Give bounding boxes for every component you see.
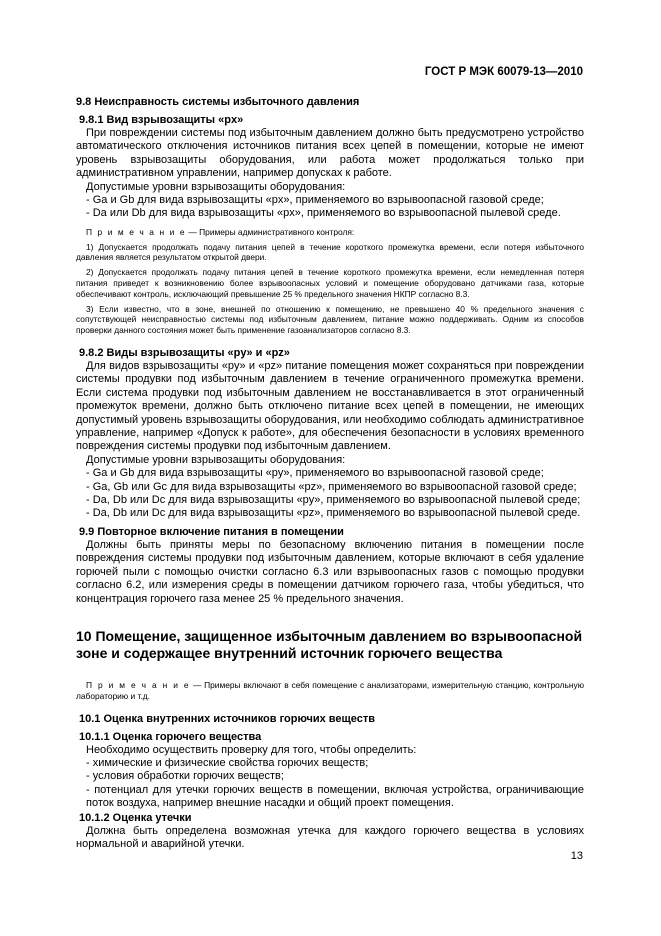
note-heading: [76, 227, 584, 238]
paragraph: Должна быть определена возможная утечка для каждого горючего вещества в условиях нормальной и аварийной утечки.: [76, 824, 584, 850]
list-item: - Da, Db или Dc для вида взрывозащиты «pz», применяемого во взрывоопасной пылевой среде.: [86, 507, 581, 520]
list-item: - химические и физические свойства горючих веществ;: [86, 756, 369, 769]
document-id-header: ГОСТ Р МЭК 60079-13—2010: [424, 66, 583, 78]
section-10-title-line1: 10 Помещение, защищенное избыточным давлением во взрывоопасной: [76, 627, 583, 644]
note-text: — Примеры включают в себя помещение с анализаторами, измерительную станцию, контрольную лабораторию и т.д.: [76, 679, 584, 701]
section-10-1-2-title: 10.1.2 Оценка утечки: [79, 811, 192, 824]
page-number: 13: [570, 850, 583, 862]
list-item: - Da или Db для вида взрывозащиты «px», применяемого во взрывоопасной пылевой среде.: [86, 207, 561, 220]
note-label: П р и м е ч а н и е: [86, 226, 187, 237]
note-item: 1) Допускается продолжать подачу питания цепей в течение короткого промежутка времени, если потеря избыточного давления является результатом открытой двери.: [76, 241, 584, 263]
list-item: - Ga и Gb для вида взрывозащиты «px», применяемого во взрывоопасной газовой среде;: [86, 194, 544, 207]
paragraph: Должны быть приняты меры по безопасному включению питания в помещении после повреждения системы продувки под избыточным давлением, которые включают в себя удаление горючей пыли с помощью очистки согласно 6.3 или взрывоопасных газов с помощью продувки согласно 6.2, или измерения среды в помещении датчиком горючего газа, чтобы убедиться, что концентрация горючего газа менее 25 % предельного значения.: [76, 538, 584, 605]
note-label: П р и м е ч а н и е: [86, 679, 191, 690]
section-10-title: [76, 628, 584, 662]
note-item: 3) Если известно, что в зоне, внешней по отношению к помещению, не превышено 40 % предельного значения с сопутствующей неисправностью системы под избыточным давлением, питание можно поддерживать. Одним из способов проверки данного состояния может быть применение газоанализаторов согласно 8.3.: [76, 303, 584, 336]
list-item: - Da, Db или Dc для вида взрывозащиты «py», применяемого во взрывоопасной пылевой среде;: [86, 494, 581, 507]
section-9-8-1-title: 9.8.1 Вид взрывозащиты «px»: [79, 114, 244, 126]
list-item: - условия обработки горючих веществ;: [86, 770, 284, 783]
paragraph: Для видов взрывозащиты «py» и «pz» питание помещения может сохраняться при повреждении системы продувки под избыточным давлением в течение ограниченного промежутка времени. Если система продувки под избыточным давлением не восстанавливается в этот ограниченный промежуток времени, должно быть отключено питание всех цепей в помещении, не имеющих допустимый уровень взрывозащиты оборудования, или необходимо соблюдать административное управление, например «Допуск к работе», для обеспечения безопасности в условиях временного повреждения системы продувки под избыточным давлением.: [76, 360, 584, 453]
list-item: - потенциал для утечки горючих веществ в помещении, включая устройства, ограничивающие поток воздуха, например внешние насадки и общий проект помещения.: [86, 783, 584, 810]
paragraph: При повреждении системы под избыточным давлением должно быть предусмотрено устройство автоматического отключения источников питания всех цепей в помещении, которые не имеют уровень взрывозащиты оборудования, или работа может продолжаться только при административном управлении, например допусках к работе.: [76, 127, 584, 180]
note: [76, 680, 584, 702]
note-text: — Примеры административного контроля:: [186, 226, 355, 237]
list-item: - Ga, Gb или Gc для вида взрывозащиты «pz», применяемого во взрывоопасной газовой среде;: [86, 480, 577, 493]
paragraph: Допустимые уровни взрывозащиты оборудования:: [86, 453, 346, 466]
section-10-1-title: 10.1 Оценка внутренних источников горючих веществ: [79, 712, 376, 725]
section-10-1-1-title: 10.1.1 Оценка горючего вещества: [79, 730, 262, 743]
section-9-9-title: 9.9 Повторное включение питания в помещении: [79, 525, 344, 538]
section-10-title-line2: зоне и содержащее внутренний источник горючего вещества: [76, 644, 503, 661]
paragraph: Необходимо осуществить проверку для того, чтобы определить:: [86, 743, 417, 756]
list-item: - Ga и Gb для вида взрывозащиты «py», применяемого во взрывоопасной газовой среде;: [86, 467, 544, 480]
section-9-8-2-title: 9.8.2 Виды взрывозащиты «py» и «pz»: [79, 347, 290, 360]
section-9-8-title: 9.8 Неисправность системы избыточного давления: [76, 96, 360, 108]
note-item: 2) Допускается продолжать подачу питания цепей в течение короткого промежутка времени, если немедленная потеря питания приведет к возникновению более взрывоопасных условий и помещение оборудовано датчиками газа, которые обеспечивают контроль, исключающий превышение 25 % предельного значения НКПР согласно 8.3.: [76, 267, 584, 299]
paragraph: Допустимые уровни взрывозащиты оборудования:: [86, 180, 346, 193]
page-content: [76, 95, 584, 851]
